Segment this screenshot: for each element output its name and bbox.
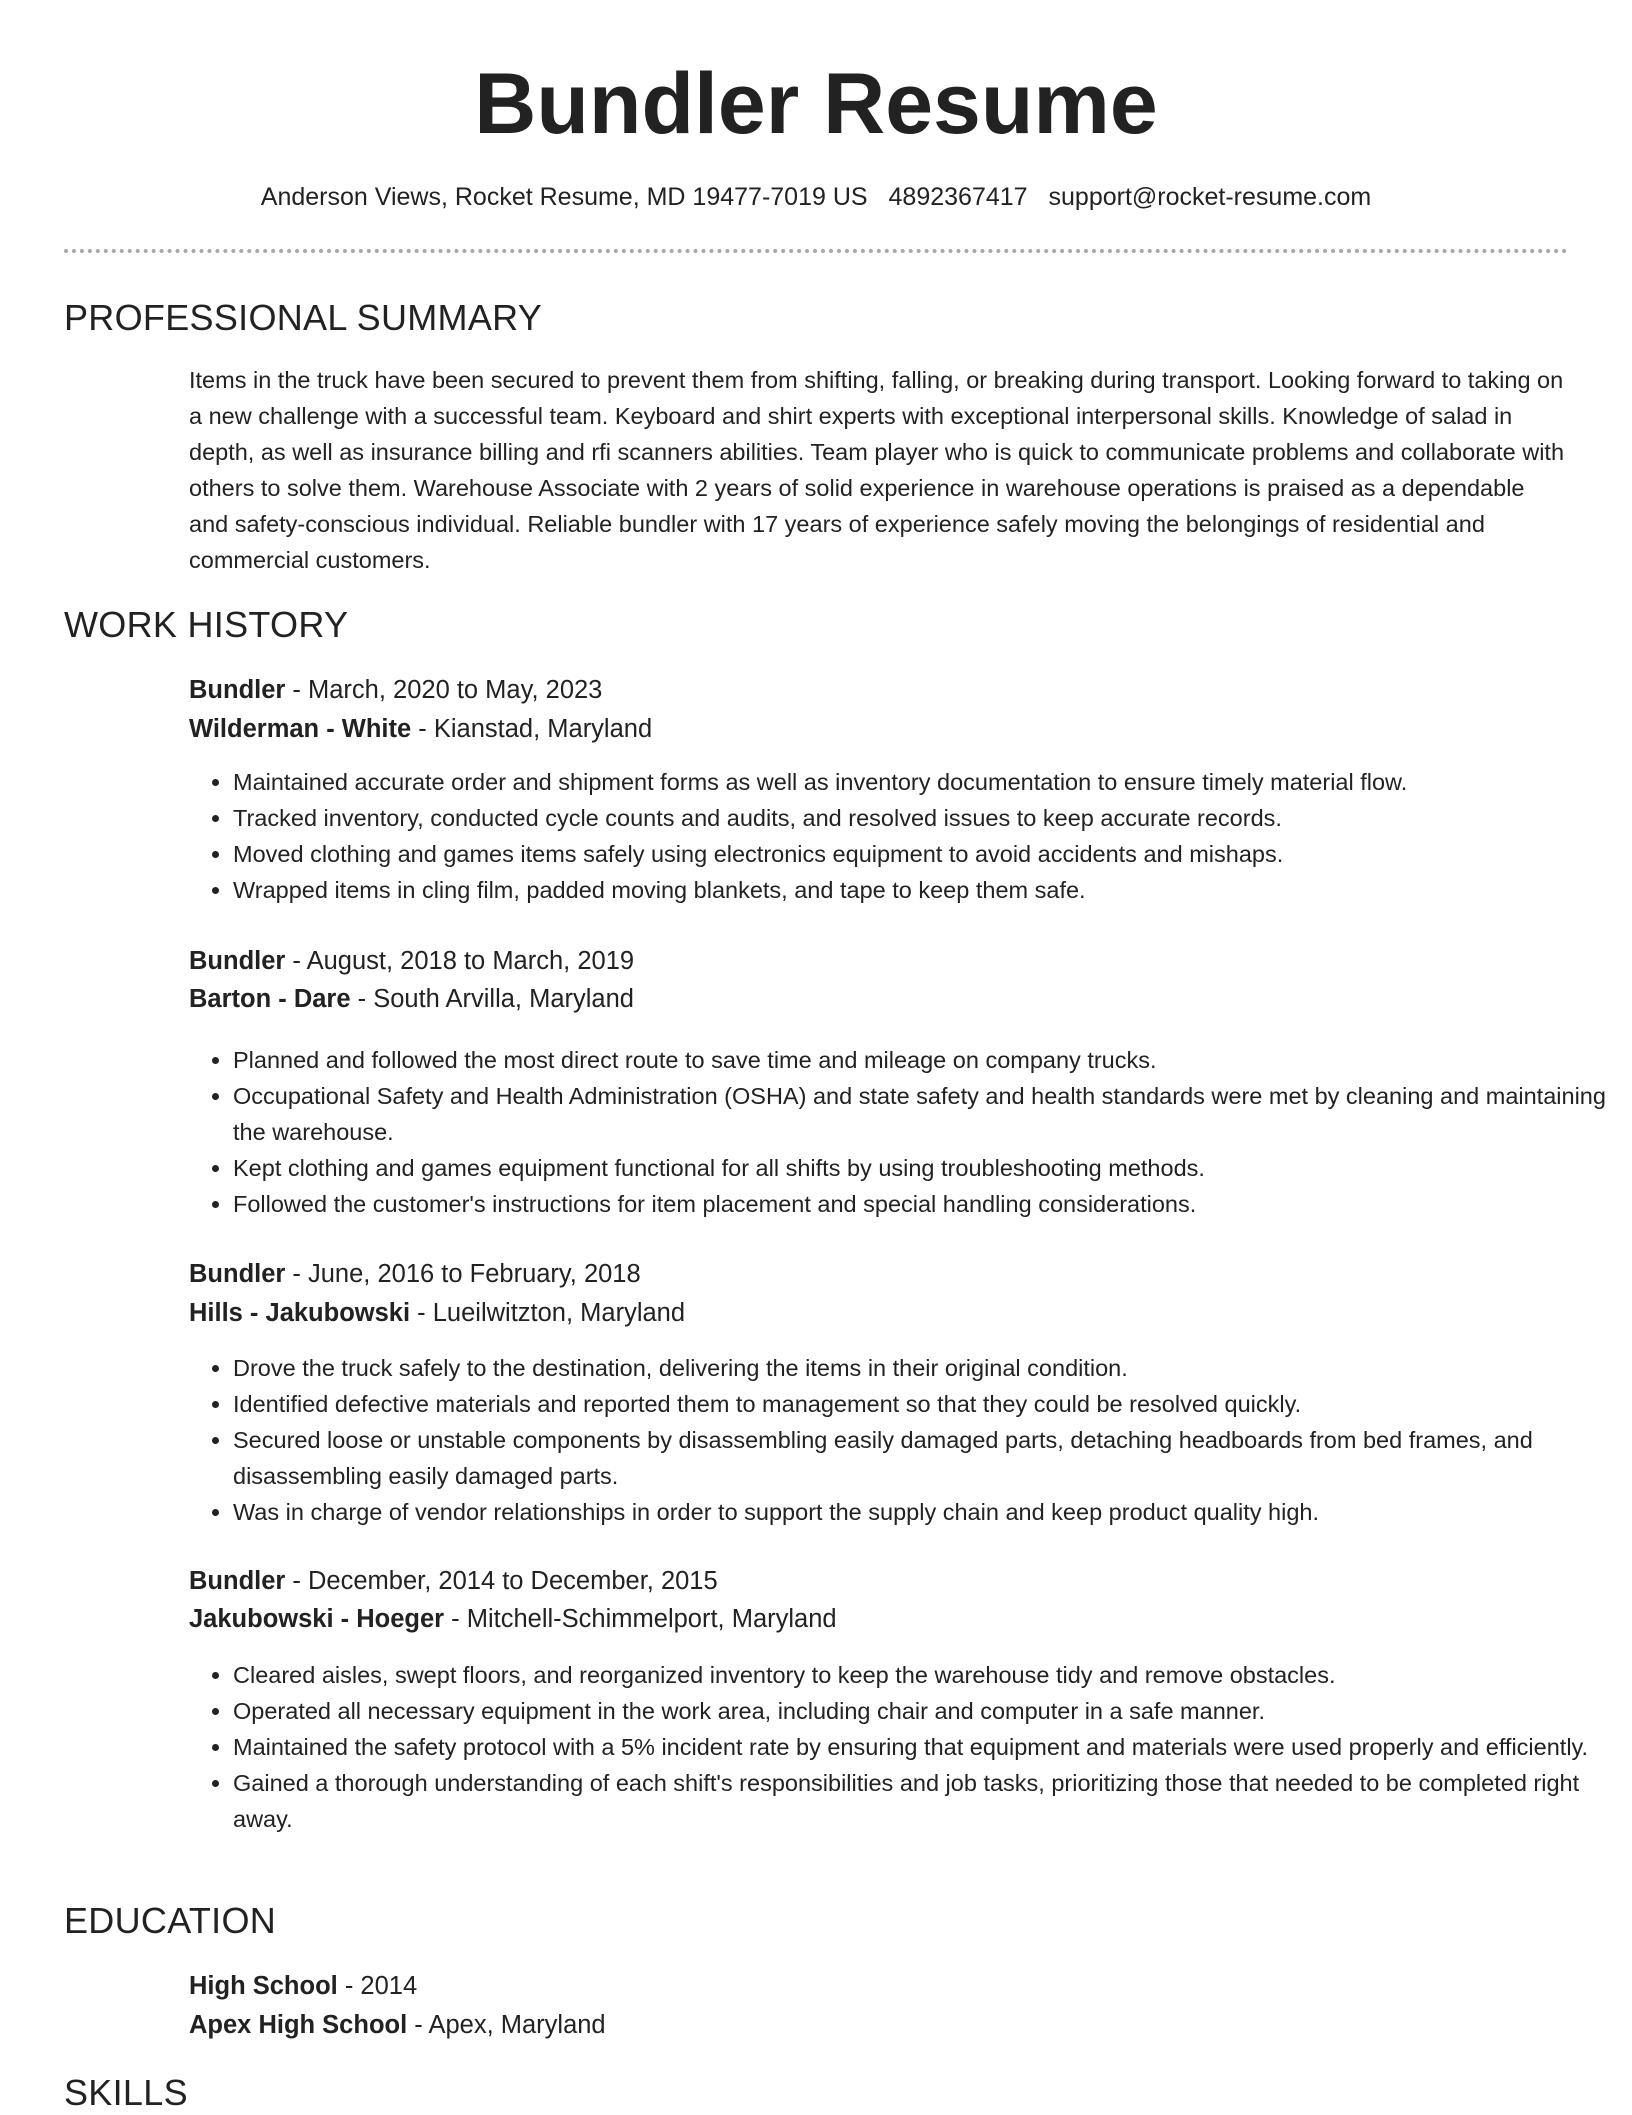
job-title-line [189, 943, 634, 979]
education-year: - 2014 [337, 1972, 418, 2000]
job-bullet: • Kept clothing and games equipment functional for all shifts by using troubleshooting methods. [233, 1150, 1613, 1186]
job-bullet: • Maintained the safety protocol with a 5% incident rate by ensuring that equipment and materials were used properly and efficiently. [233, 1729, 1613, 1765]
resume-name: Bundler Resume [474, 56, 1158, 152]
job-bullet: • Drove the truck safely to the destination, delivering the items in their original condition. [233, 1350, 1613, 1386]
job-bullet-list [189, 1042, 1613, 1222]
job-dates: - March, 2020 to May, 2023 [285, 676, 603, 704]
job-company: Jakubowski - Hoeger [189, 1605, 445, 1633]
education-heading: EDUCATION [64, 1900, 277, 1941]
contact-address: Anderson Views, Rocket Resume, MD 19477-7019 US [260, 183, 868, 211]
job-location: - Mitchell-Schimmelport, Maryland [444, 1605, 837, 1633]
job-role: Bundler [189, 1260, 286, 1288]
job-bullet: • Followed the customer's instructions for item placement and special handling considerations. [233, 1186, 1613, 1222]
job-company-line [189, 981, 634, 1017]
education-degree-line [189, 1968, 417, 2004]
education-school-line [189, 2007, 606, 2043]
header-divider [64, 249, 1568, 253]
job-title-line [189, 1563, 718, 1599]
job-bullet: • Planned and followed the most direct route to save time and mileage on company trucks. [233, 1042, 1613, 1078]
job-role: Bundler [189, 947, 286, 975]
job-location: - South Arvilla, Maryland [350, 985, 634, 1013]
job-bullet-list [189, 1657, 1613, 1837]
skills-heading: SKILLS [64, 2072, 188, 2113]
job-company-line [189, 1601, 837, 1637]
summary-text: Items in the truck have been secured to prevent them from shifting, falling, or breaking during transport. Looking forward to taking on a new challenge with a successful team. Keyboard and shirt experts with exceptional interpersonal skills. Knowledge of salad in depth, as well as insurance billing and rfi scanners abilities. Team player who is quick to communicate problems and collaborate with others to solve them. Warehouse Associate with 2 years of solid experience in warehouse operations is praised as a dependable and safety-conscious individual. Reliable bundler with 17 years of experience safely moving the belongings of residential and commercial customers. [189, 367, 1565, 573]
job-bullet: • Moved clothing and games items safely using electronics equipment to avoid accidents and mishaps. [233, 836, 1613, 872]
job-bullet-list [189, 1350, 1613, 1530]
job-role: Bundler [189, 676, 286, 704]
education-degree: High School [189, 1972, 338, 2000]
job-company-line [189, 1295, 685, 1331]
job-bullet: • Maintained accurate order and shipment forms as well as inventory documentation to ensure timely material flow. [233, 764, 1613, 800]
job-bullet: • Cleared aisles, swept floors, and reorganized inventory to keep the warehouse tidy and remove obstacles. [233, 1657, 1613, 1693]
job-bullet: • Operated all necessary equipment in the work area, including chair and computer in a safe manner. [233, 1693, 1613, 1729]
job-bullet: • Occupational Safety and Health Administration (OSHA) and state safety and health standards were met by cleaning and maintaining the warehouse. [233, 1078, 1613, 1150]
job-bullet: • Gained a thorough understanding of each shift's responsibilities and job tasks, prioritizing those that needed to be completed right away. [233, 1765, 1613, 1837]
job-location: - Kianstad, Maryland [411, 715, 653, 743]
job-company: Wilderman - White [189, 715, 412, 743]
job-bullet: • Secured loose or unstable components by disassembling easily damaged parts, detaching headboards from bed frames, and disassembling easily damaged parts. [233, 1422, 1613, 1494]
job-bullet: • Wrapped items in cling film, padded moving blankets, and tape to keep them safe. [233, 872, 1613, 908]
job-role: Bundler [189, 1567, 286, 1595]
job-bullet: • Was in charge of vendor relationships in order to support the supply chain and keep product quality high. [233, 1494, 1613, 1530]
job-dates: - December, 2014 to December, 2015 [285, 1567, 718, 1595]
job-bullet: • Identified defective materials and reported them to management so that they could be resolved quickly. [233, 1386, 1613, 1422]
work-history-heading: WORK HISTORY [64, 604, 349, 645]
job-title-line [189, 672, 602, 708]
job-company: Hills - Jakubowski [189, 1299, 411, 1327]
contact-email: support@rocket-resume.com [1048, 183, 1372, 211]
job-dates: - August, 2018 to March, 2019 [285, 947, 635, 975]
job-bullet-list [189, 764, 1613, 908]
job-bullet: • Tracked inventory, conducted cycle counts and audits, and resolved issues to keep accurate records. [233, 800, 1613, 836]
contact-phone: 4892367417 [888, 183, 1028, 211]
education-location: - Apex, Maryland [407, 2011, 606, 2039]
education-school: Apex High School [189, 2011, 408, 2039]
job-dates: - June, 2016 to February, 2018 [285, 1260, 641, 1288]
job-location: - Lueilwitzton, Maryland [410, 1299, 686, 1327]
job-company-line [189, 711, 652, 747]
job-title-line [189, 1256, 641, 1292]
summary-heading: PROFESSIONAL SUMMARY [64, 297, 543, 338]
job-company: Barton - Dare [189, 985, 351, 1013]
contact-line [0, 180, 1632, 214]
